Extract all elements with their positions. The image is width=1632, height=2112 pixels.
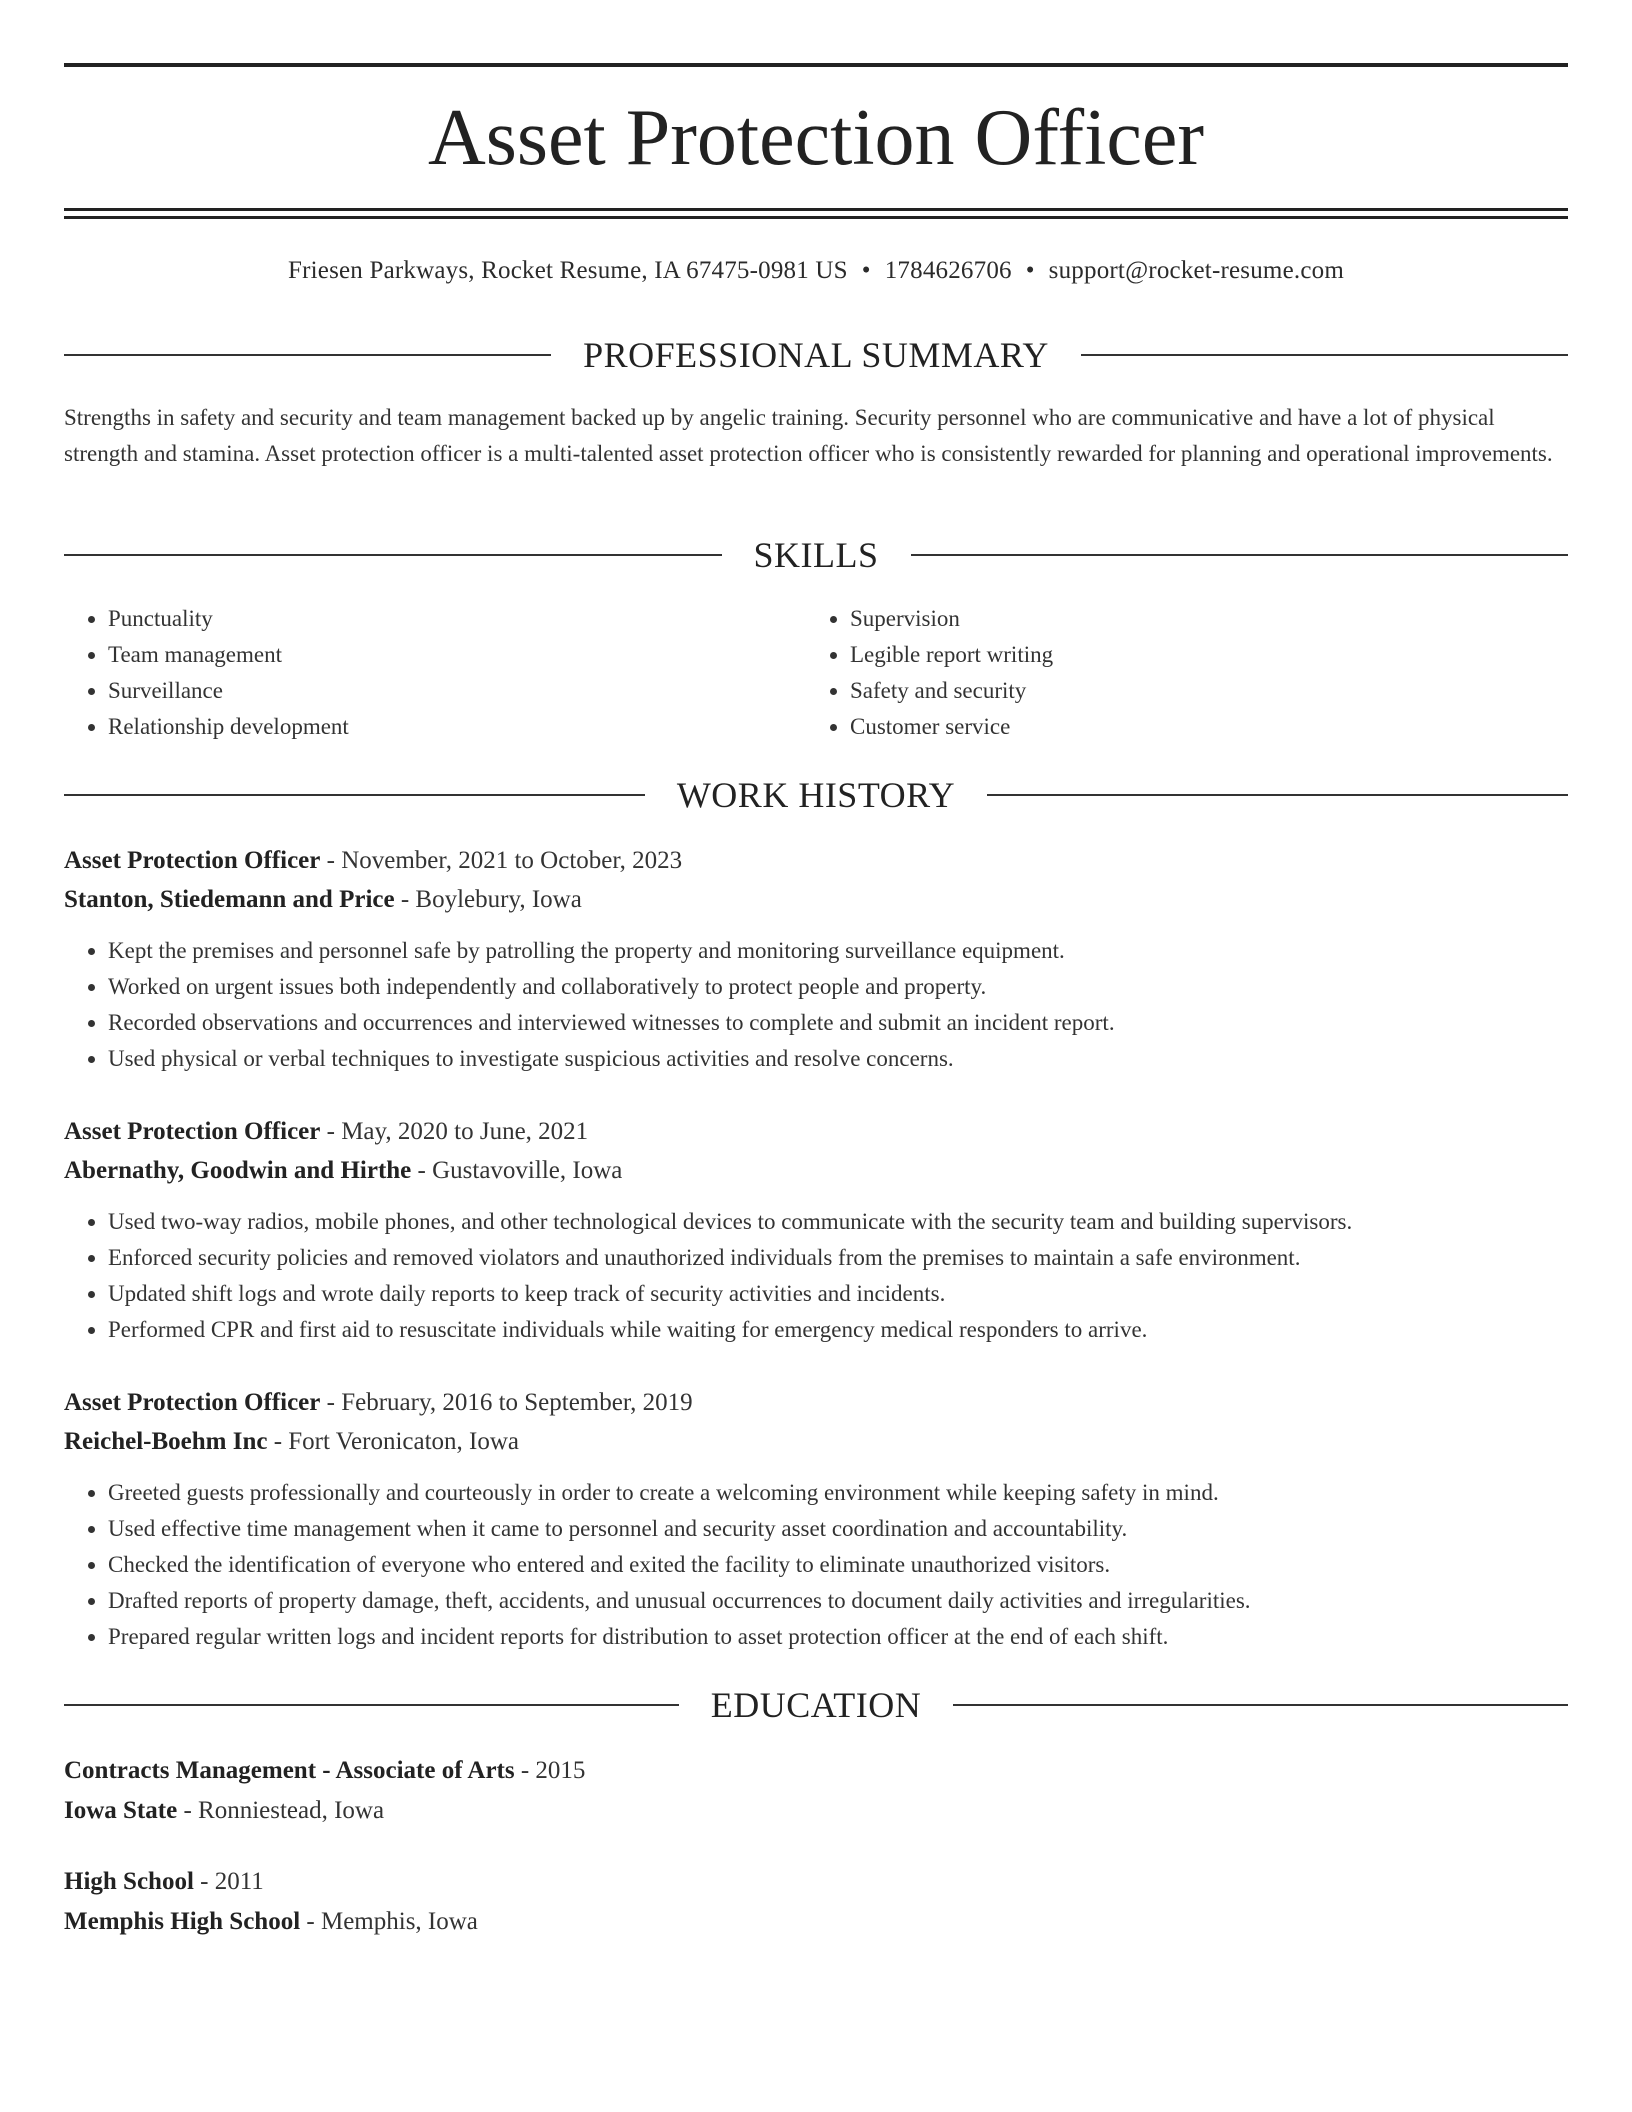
job-bullet: • Prepared regular written logs and incident reports for distribution to asset protection officer at the end of each shift.	[108, 1619, 1568, 1655]
section-title: WORK HISTORY	[676, 775, 956, 815]
job-title: Asset Protection Officer	[64, 1118, 321, 1145]
education-entry	[64, 1751, 1568, 1831]
section-rule-left	[64, 554, 722, 556]
job-bullet: • Recorded observations and occurrences and interviewed witnesses to complete and submit an incident report.	[108, 1005, 1568, 1041]
job-bullet: • Used effective time management when it came to personnel and security asset coordination and accountability.	[108, 1511, 1568, 1547]
job-title-line	[64, 841, 1568, 880]
job-company-line	[64, 880, 1568, 919]
education-location: - Ronniestead, Iowa	[177, 1797, 385, 1824]
education-school: Iowa State	[64, 1797, 178, 1824]
skills-column-right	[806, 601, 1548, 745]
job-company: Abernathy, Goodwin and Hirthe	[64, 1157, 412, 1184]
contact-separator: •	[1025, 257, 1035, 284]
job-entry	[64, 1383, 1568, 1655]
job-title-line	[64, 1112, 1568, 1151]
job-bullets	[64, 933, 1568, 1077]
job-location: - Boylebury, Iowa	[394, 886, 582, 913]
skill-item: • Punctuality	[108, 601, 806, 637]
job-company: Stanton, Stiedemann and Price	[64, 886, 395, 913]
summary-text: Strengths in safety and security and team management backed up by angelic training. Security personnel who are communicative and have a lot of physical strength and stamina. Asset protection officer is a multi-talented asset protection officer who is consistently rewarded for planning and operational improvements.	[64, 405, 1553, 466]
job-bullet: • Updated shift logs and wrote daily reports to keep track of security activities and incidents.	[108, 1276, 1568, 1312]
resume-title: Asset Protection Officer	[427, 94, 1205, 182]
education-school-line	[64, 1902, 1568, 1942]
section-rule-right	[1081, 354, 1568, 356]
education-school: Memphis High School	[64, 1908, 301, 1935]
education-degree: Contracts Management - Associate of Arts	[64, 1757, 515, 1784]
skills-list	[64, 601, 1568, 745]
section-rule-left	[64, 354, 551, 356]
section-title: SKILLS	[753, 535, 879, 575]
job-dates: - May, 2020 to June, 2021	[320, 1118, 589, 1145]
section-title: EDUCATION	[710, 1685, 922, 1725]
section-rule-right	[953, 1704, 1568, 1706]
section-header-summary	[64, 333, 1568, 377]
job-bullet: • Drafted reports of property damage, theft, accidents, and unusual occurrences to document daily activities and irregularities.	[108, 1583, 1568, 1619]
contact-email: support@rocket-resume.com	[1048, 257, 1344, 284]
education-school-line	[64, 1791, 1568, 1831]
education-degree: High School	[64, 1868, 194, 1895]
job-title: Asset Protection Officer	[64, 1389, 321, 1416]
job-location: - Fort Veronicaton, Iowa	[267, 1428, 520, 1455]
job-location: - Gustavoville, Iowa	[411, 1157, 623, 1184]
skill-item: • Legible report writing	[850, 637, 1548, 673]
section-rule-right	[987, 794, 1568, 796]
education-entry	[64, 1862, 1568, 1942]
job-company-line	[64, 1151, 1568, 1190]
job-bullet: • Kept the premises and personnel safe by patrolling the property and monitoring surveillance equipment.	[108, 933, 1568, 969]
job-bullet: • Used physical or verbal techniques to investigate suspicious activities and resolve concerns.	[108, 1041, 1568, 1077]
education-location: - Memphis, Iowa	[300, 1908, 478, 1935]
skills-column-left	[64, 601, 806, 745]
job-entry	[64, 841, 1568, 1077]
section-title: PROFESSIONAL SUMMARY	[583, 335, 1049, 375]
job-title: Asset Protection Officer	[64, 847, 321, 874]
contact-separator: •	[861, 257, 871, 284]
job-bullet: • Worked on urgent issues both independently and collaboratively to protect people and property.	[108, 969, 1568, 1005]
skill-item: • Surveillance	[108, 673, 806, 709]
job-company-line	[64, 1422, 1568, 1461]
job-bullets	[64, 1204, 1568, 1348]
section-rule-left	[64, 794, 645, 796]
section-header-work-history	[64, 773, 1568, 817]
job-bullet: • Enforced security policies and removed violators and unauthorized individuals from the premises to maintain a safe environment.	[108, 1240, 1568, 1276]
job-bullet: • Checked the identification of everyone who entered and exited the facility to eliminate unauthorized visitors.	[108, 1547, 1568, 1583]
skill-item: • Team management	[108, 637, 806, 673]
contact-phone: 1784626706	[884, 257, 1012, 284]
job-dates: - November, 2021 to October, 2023	[320, 847, 683, 874]
header-double-rule-upper	[64, 208, 1568, 211]
skill-item: • Safety and security	[850, 673, 1548, 709]
skill-item: • Customer service	[850, 709, 1548, 745]
skill-item: • Relationship development	[108, 709, 806, 745]
contact-address: Friesen Parkways, Rocket Resume, IA 67475-0981 US	[288, 257, 848, 284]
education-degree-line	[64, 1751, 1568, 1791]
section-rule-left	[64, 1704, 679, 1706]
job-title-line	[64, 1383, 1568, 1422]
header-double-rule-lower	[64, 216, 1568, 219]
section-header-education	[64, 1683, 1568, 1727]
section-rule-right	[911, 554, 1569, 556]
job-entry	[64, 1112, 1568, 1348]
job-bullet: • Performed CPR and first aid to resuscitate individuals while waiting for emergency medical responders to arrive.	[108, 1312, 1568, 1348]
job-bullet: • Used two-way radios, mobile phones, and other technological devices to communicate with the security team and building supervisors.	[108, 1204, 1568, 1240]
header-top-rule	[64, 63, 1568, 67]
job-bullet: • Greeted guests professionally and courteously in order to create a welcoming environment while keeping safety in mind.	[108, 1475, 1568, 1511]
job-bullets	[64, 1475, 1568, 1655]
education-degree-line	[64, 1862, 1568, 1902]
education-year: - 2015	[514, 1757, 586, 1784]
job-company: Reichel-Boehm Inc	[64, 1428, 268, 1455]
education-year: - 2011	[193, 1868, 264, 1895]
job-dates: - February, 2016 to September, 2019	[320, 1389, 693, 1416]
section-header-skills	[64, 533, 1568, 577]
contact-line	[64, 254, 1568, 288]
skill-item: • Supervision	[850, 601, 1548, 637]
